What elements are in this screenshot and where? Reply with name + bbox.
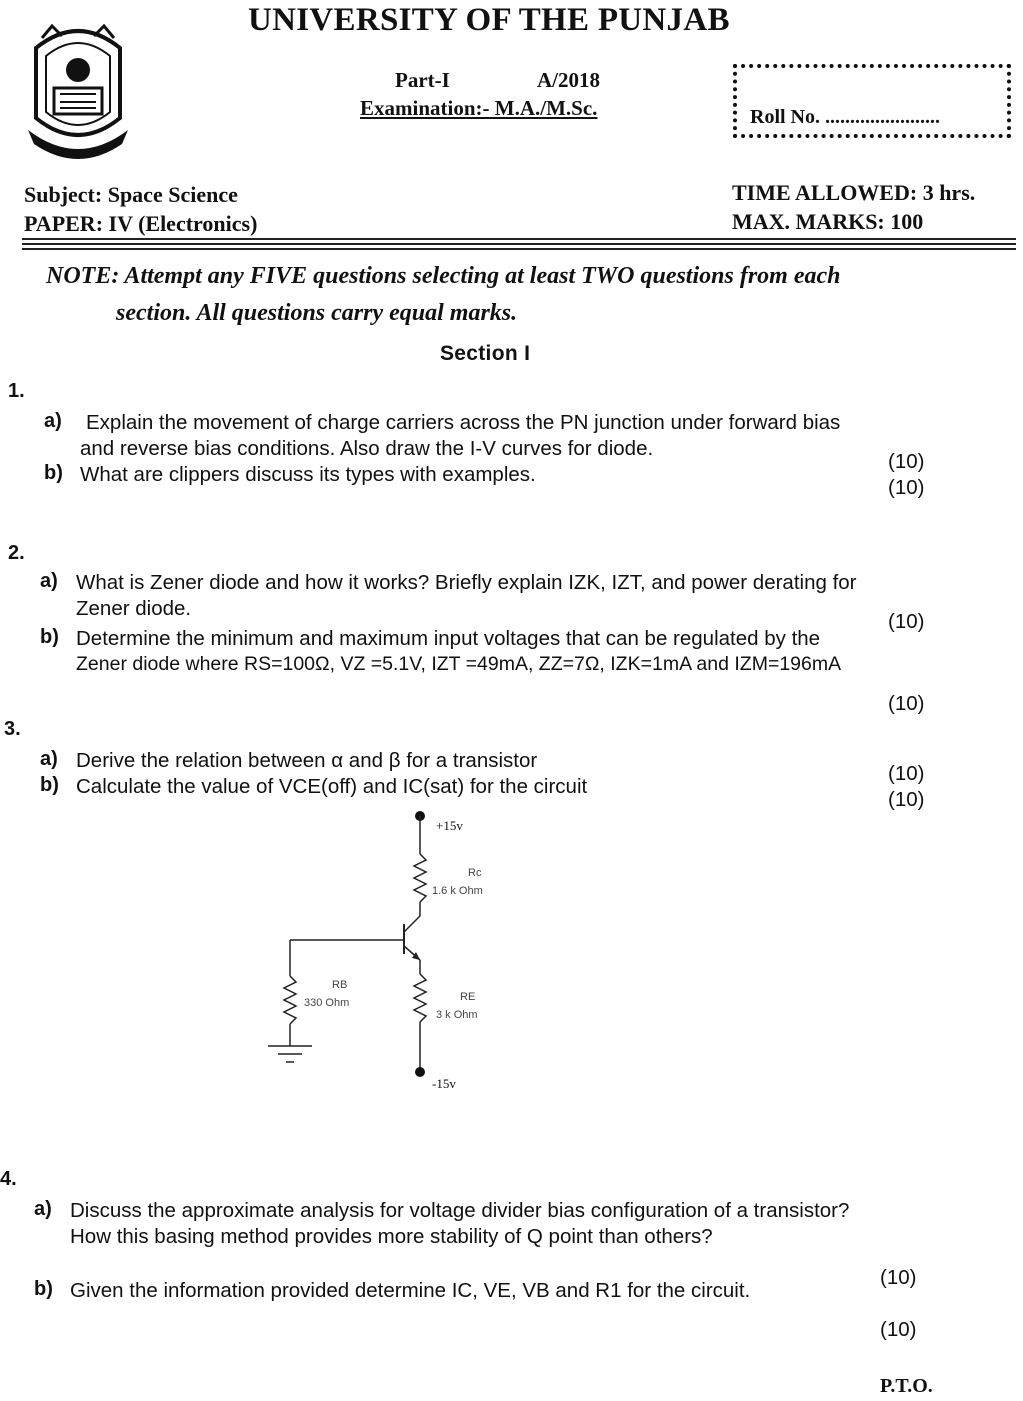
part-label: b): [40, 626, 59, 648]
question-text: What are clippers discuss its types with examples.: [80, 463, 536, 486]
transistor-circuit-diagram: [260, 810, 540, 1100]
part-label: b): [40, 774, 59, 796]
question-number: 1.: [8, 380, 25, 402]
note-line-2: section. All questions carry equal marks.: [116, 300, 518, 326]
question-text: Zener diode.: [76, 597, 192, 620]
part-label: a): [44, 410, 62, 432]
question-marks: (10): [888, 476, 925, 499]
question-number: 3.: [4, 718, 21, 740]
university-title: UNIVERSITY OF THE PUNJAB: [248, 2, 730, 38]
part-label: b): [34, 1278, 53, 1300]
re-name: RE: [460, 991, 476, 1003]
question-text: What is Zener diode and how it works? Briefly explain IZK, IZT, and power derating for: [76, 571, 857, 594]
rb-value: 330 Ohm: [304, 997, 350, 1009]
question-marks: (10): [880, 1318, 917, 1341]
rc-resistor: [414, 854, 426, 902]
header-rule: [22, 248, 1016, 250]
page-turn-over: P.T.O.: [880, 1375, 933, 1397]
header-rule: [22, 238, 1016, 240]
question-number: 4.: [0, 1168, 17, 1190]
part-label: b): [44, 462, 63, 484]
question-marks: (10): [880, 1266, 917, 1289]
question-text: Derive the relation between α and β for a transistor: [76, 749, 538, 772]
vee-terminal: [415, 1067, 425, 1077]
rc-value: 1.6 k Ohm: [432, 885, 483, 897]
question-text: How this basing method provides more stability of Q point than others?: [70, 1225, 713, 1248]
re-value: 3 k Ohm: [436, 1009, 478, 1021]
question-text: and reverse bias conditions. Also draw the I-V curves for diode.: [80, 437, 654, 460]
section-title: Section I: [440, 342, 531, 365]
rc-name: Rc: [468, 867, 482, 879]
question-number: 2.: [8, 542, 25, 564]
part-label: a): [40, 748, 58, 770]
question-marks: (10): [888, 788, 925, 811]
paper-label: PAPER: IV (Electronics): [24, 211, 258, 236]
question-text: Discuss the approximate analysis for voltage divider bias configuration of a transistor?: [70, 1199, 850, 1222]
examination-title: Examination:- M.A./M.Sc.: [360, 96, 598, 120]
vee-label: -15v: [432, 1076, 456, 1091]
time-allowed: TIME ALLOWED: 3 hrs.: [732, 180, 976, 205]
question-text: Given the information provided determine IC, VE, VB and R1 for the circuit.: [70, 1279, 751, 1302]
re-resistor: [414, 974, 426, 1022]
part-label: a): [40, 570, 58, 592]
university-logo: [22, 18, 134, 164]
question-marks: (10): [888, 610, 925, 633]
question-text: Calculate the value of VCE(off) and IC(sat) for the circuit: [76, 775, 588, 798]
question-marks: (10): [888, 692, 925, 715]
exam-note: [46, 258, 976, 332]
part-label: a): [34, 1198, 52, 1220]
exam-year: A/2018: [537, 68, 600, 92]
header-rule: [22, 243, 1016, 245]
question-text: Zener diode where RS=100Ω, VZ =5.1V, IZT =49mA, ZZ=7Ω, IZK=1mA and IZM=196mA: [76, 653, 842, 675]
rb-resistor: [284, 976, 296, 1024]
note-line-1: NOTE: Attempt any FIVE questions selecting at least TWO questions from each: [46, 263, 841, 289]
question-text: Explain the movement of charge carriers across the PN junction under forward bias: [86, 411, 841, 434]
question-text: Determine the minimum and maximum input voltages that can be regulated by the: [76, 627, 821, 650]
subject-label: Subject: Space Science: [24, 182, 238, 207]
exam-part: Part-I: [395, 68, 450, 92]
roll-number-label: Roll No. .......................: [750, 106, 940, 128]
max-marks: MAX. MARKS: 100: [732, 209, 924, 234]
question-marks: (10): [888, 450, 925, 473]
question-marks: (10): [888, 762, 925, 785]
rb-name: RB: [332, 979, 348, 991]
vcc-label: +15v: [436, 818, 463, 833]
